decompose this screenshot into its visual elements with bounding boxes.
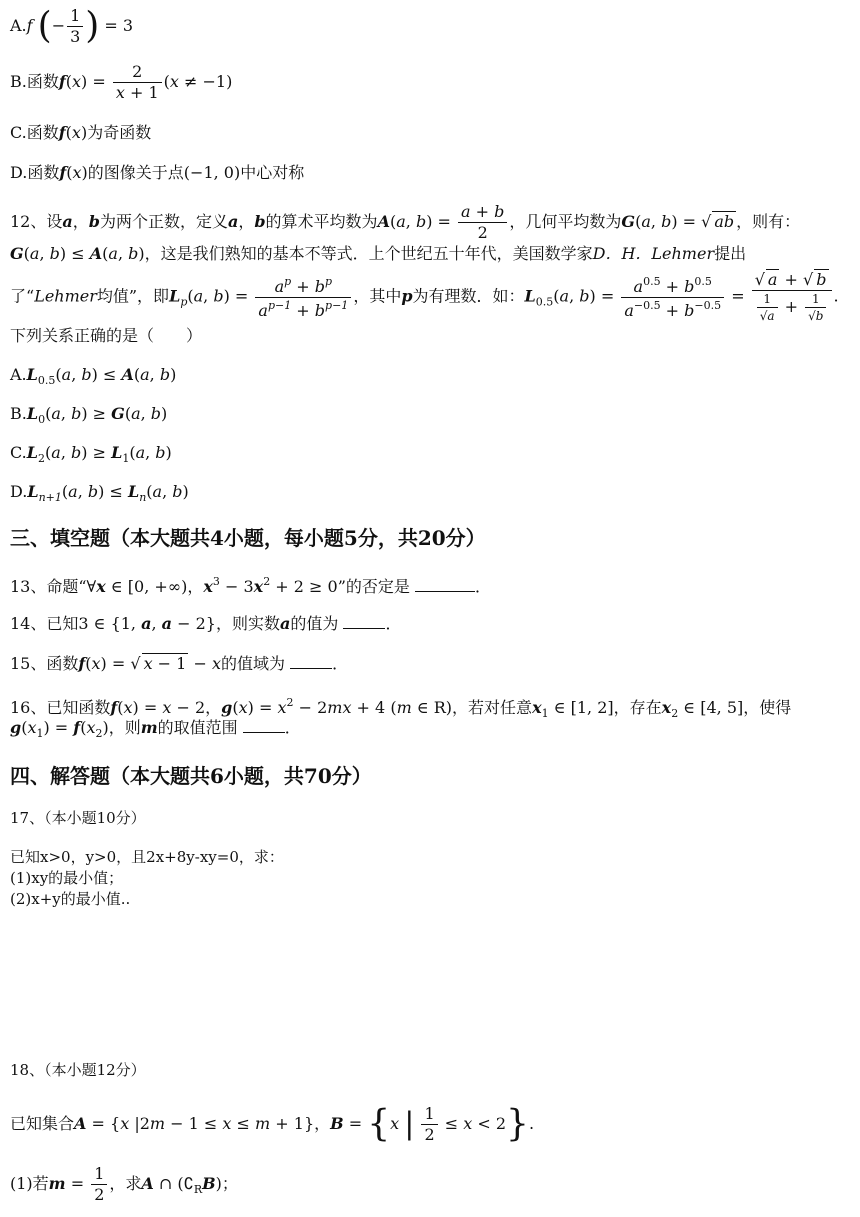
q12-line3: 了“Lehmer均值”，即$L_p(a$, b) = $\frac{a^p + b^p}{a^{p-1} + b^{p-1}}$ ，其中p为有理数．如：$L_{0.5}(a$, b) = $\frac{a^{0.5} + b^{0.5}}{a^{-0.5} + b^{-0.5}}$ = √ a + √ b $\frac{1}{√a}$ + $\frac{1}{√b}$ . xyxy=(10,270,839,323)
q17-line3: (2)x+y的最小值.. xyxy=(10,890,131,908)
q11-option-d: D.函数f(x)的图像关于点(−1, 0)中心对称 xyxy=(10,163,305,182)
q16-line2: $g(x_1) = f(x_2)$，则m的取值范围 ． xyxy=(10,718,301,740)
q11-option-a: A.f (− $\frac{1}{3}$ ) = 3 xyxy=(10,5,134,47)
section-3-title: 三、填空题（本大题共4小题，每小题5分，共20分） xyxy=(10,526,486,550)
q11-option-b: B.函数f(x) = $\frac{2}{x + 1}$ (x ≠ −1) xyxy=(10,62,233,102)
q12-option-d: $D.L_{n+1}(a$, $b) \le L_n(a$, b) xyxy=(10,482,189,504)
q17-line2: (1)xy的最小值； xyxy=(10,869,124,887)
q18-line1: 已知集合A = {x |2m − 1 ≤ x ≤ m + 1}，B = {x | $\frac{1}{2}$ ≤ x < 2}. xyxy=(10,1103,535,1145)
q11-option-c: C.函数f(x)为奇函数 xyxy=(10,123,152,142)
section-4-title: 四、解答题（本大题共6小题，共70分） xyxy=(10,764,372,788)
q12-option-a: $A.L_{0.5}(a$, b) ≤ A(a, b) xyxy=(10,365,177,387)
q17-line1: 已知x>0，y>0，且2x+8y-xy=0，求： xyxy=(10,848,284,866)
q18-header: 18、（本小题12分） xyxy=(10,1061,146,1079)
q13: 13、命题“∀x ∈ [0, +∞)，$x^3 - 3x^2 + 2 \ge 0$”的否定是 ． xyxy=(10,575,492,596)
q14: 14、已知3 ∈ {1, a, a − 2}，则实数a的值为 ． xyxy=(10,614,402,633)
q15: 15、函数f(x) = √ x − 1 − x的值域为 ． xyxy=(10,654,349,673)
q12-option-c: $C.L_2(a$, $b) \ge L_1(a$, b) xyxy=(10,443,172,465)
q12-line4: 下列关系正确的是（ ） xyxy=(10,326,203,345)
q18-line2: (1)若m = $\frac{1}{2}$ ，求A ∩ $(∁_RB)$； xyxy=(10,1164,238,1204)
q12-line1: 12、设a，b为两个正数，定义a，b的算术平均数为A(a, b) = $\frac{a + b}{2}$ ，几何平均数为G(a, b) = √ ab ，则有： xyxy=(10,202,801,242)
q12-option-b: $B.L_0(a$, b) ≥ G(a, b) xyxy=(10,404,168,426)
q17-header: 17、（本小题10分） xyxy=(10,809,146,827)
q12-line2: G(a, b) ≤ A(a, b)，这是我们熟知的基本不等式．上个世纪五十年代，美国数学家D．H．Lehmer提出 xyxy=(10,244,747,263)
q16-line1: 16、已知函数f(x) = x − 2，$g(x) = x^2 - 2mx + 4$ (m ∈ R)，若对任意$x_1$ ∈ [1, 2]，存在$x_2$ ∈ [4, 5]，使得 xyxy=(10,696,792,720)
